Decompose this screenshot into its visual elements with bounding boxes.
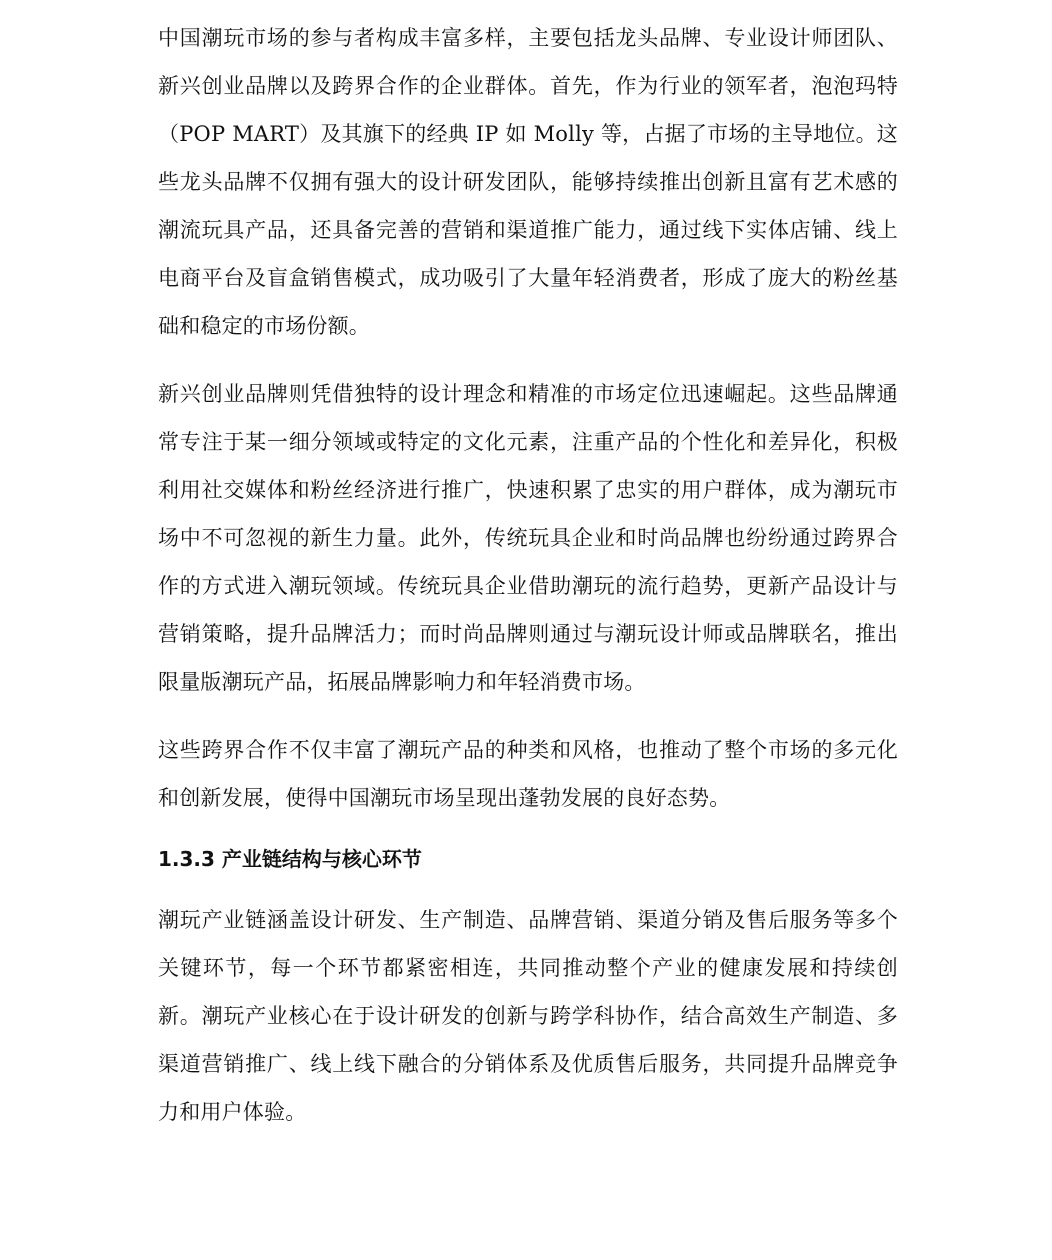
paragraph-crossover-summary: 这些跨界合作不仅丰富了潮玩产品的种类和风格，也推动了整个市场的多元化和创新发展，使得中国潮玩市场呈现出蓬勃发展的良好态势。 — [158, 738, 898, 810]
document-page — [158, 14, 898, 1136]
paragraph-emerging-brands: 新兴创业品牌则凭借独特的设计理念和精准的市场定位迅速崛起。这些品牌通常专注于某一细分领域或特定的文化元素，注重产品的个性化和差异化，积极利用社交媒体和粉丝经济进行推广，快速积累了忠实的用户群体，成为潮玩市场中不可忽视的新生力量。此外，传统玩具企业和时尚品牌也纷纷通过跨界合作的方式进入潮玩领域。传统玩具企业借助潮玩的流行趋势，更新产品设计与营销策略，提升品牌活力；而时尚品牌则通过与潮玩设计师或品牌联名，推出限量版潮玩产品，拓展品牌影响力和年轻消费市场。 — [158, 382, 898, 694]
section-heading: 1.3.3 产业链结构与核心环节 — [158, 847, 422, 871]
paragraph-industry-chain: 潮玩产业链涵盖设计研发、生产制造、品牌营销、渠道分销及售后服务等多个关键环节，每一个环节都紧密相连，共同推动整个产业的健康发展和持续创新。潮玩产业核心在于设计研发的创新与跨学科协作，结合高效生产制造、多渠道营销推广、线上线下融合的分销体系及优质售后服务，共同提升品牌竞争力和用户体验。 — [158, 908, 898, 1124]
paragraph-market-participants: 中国潮玩市场的参与者构成丰富多样，主要包括龙头品牌、专业设计师团队、新兴创业品牌以及跨界合作的企业群体。首先，作为行业的领军者，泡泡玛特（POP MART）及其旗下的经典 IP 如 Molly 等，占据了市场的主导地位。这些龙头品牌不仅拥有强大的设计研发团队，能够持续推出创新且富有艺术感的潮流玩具产品，还具备完善的营销和渠道推广能力，通过线下实体店铺、线上电商平台及盲盒销售模式，成功吸引了大量年轻消费者，形成了庞大的粉丝基础和稳定的市场份额。 — [158, 26, 898, 338]
